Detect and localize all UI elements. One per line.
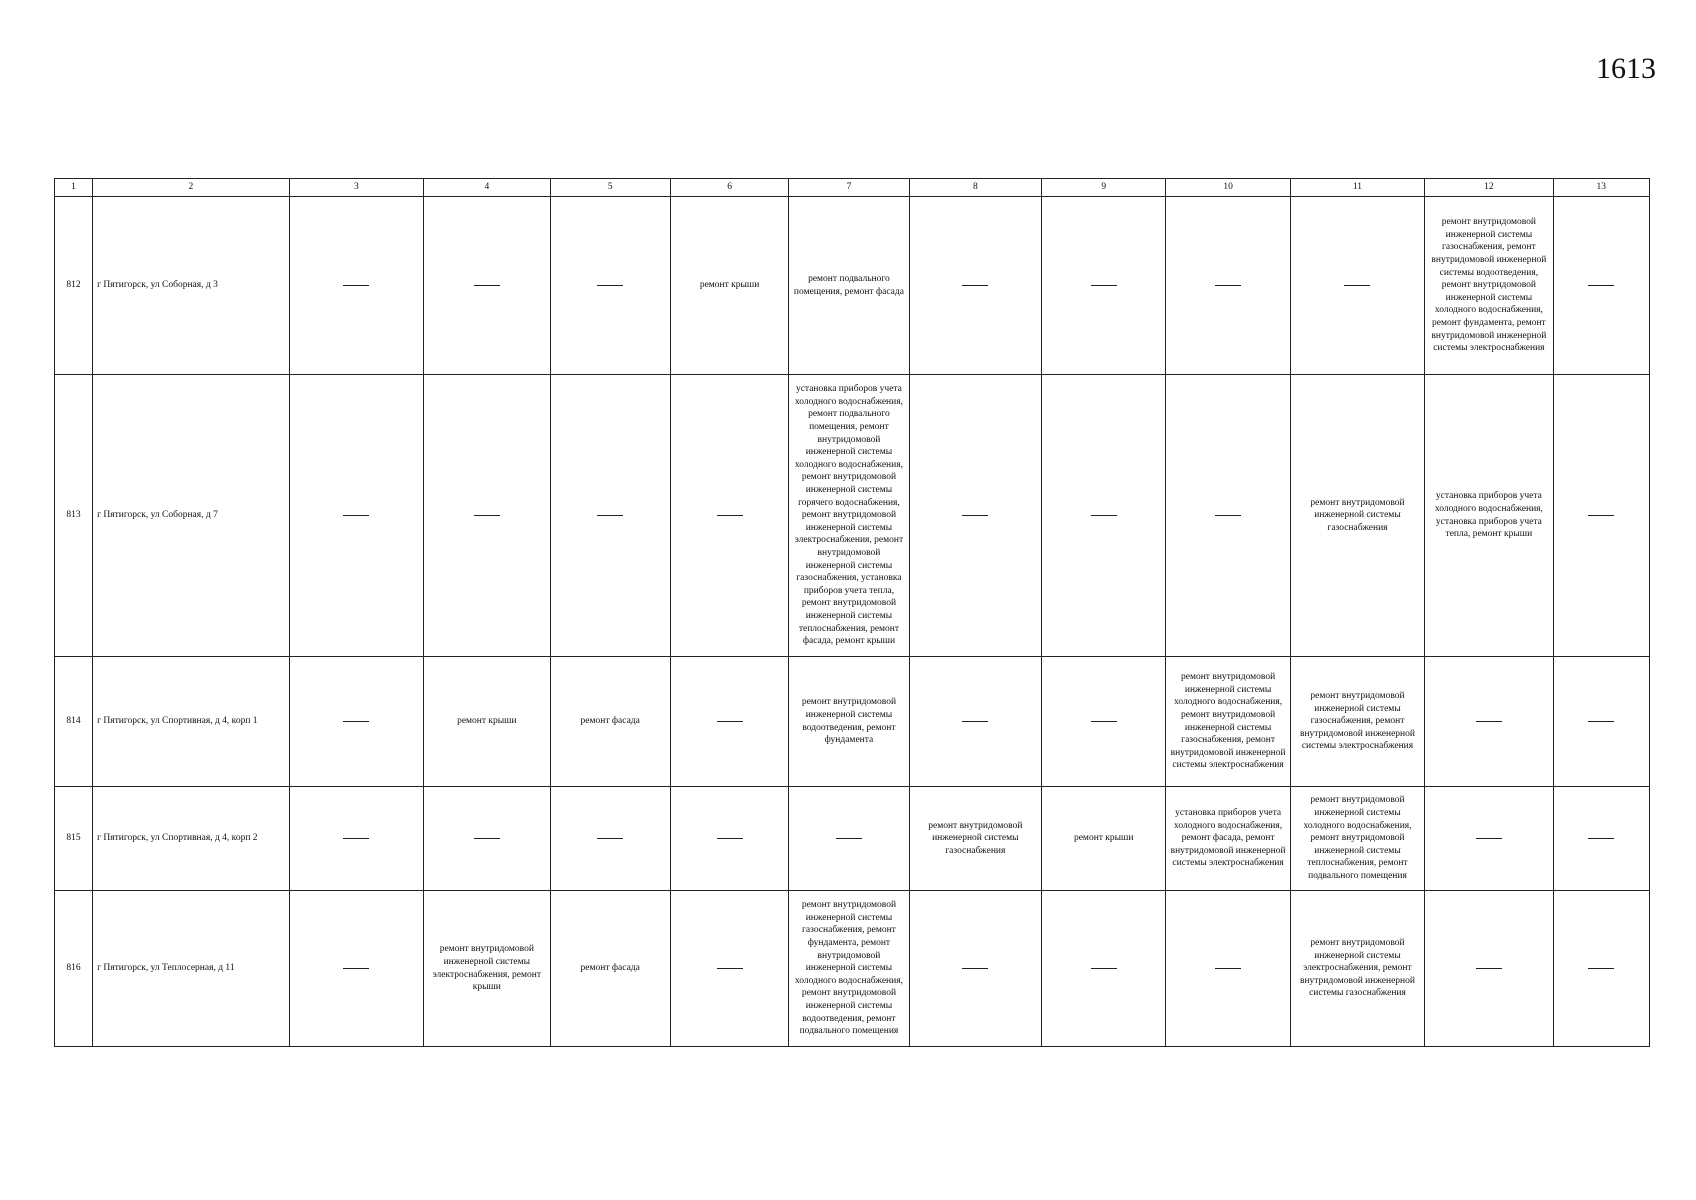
empty-cell [909, 657, 1041, 787]
dash-mark [1476, 838, 1502, 839]
dash-mark [1588, 285, 1614, 286]
repair-schedule-table [54, 178, 1650, 1047]
empty-cell [670, 657, 788, 787]
empty-cell [1425, 657, 1553, 787]
dash-mark [343, 721, 369, 722]
work-cell: ремонт внутридомовой инженерной системы холодного водоснабжения, ремонт внутридомовой инженерной системы газоснабжения, ремонт внутридомовой инженерной системы электроснабжения [1166, 657, 1290, 787]
address-cell: г Пятигорск, ул Соборная, д 7 [93, 375, 290, 657]
work-cell: установка приборов учета холодного водоснабжения, ремонт фасада, ремонт внутридомовой инженерной системы электроснабжения [1166, 787, 1290, 891]
column-header: 10 [1166, 179, 1290, 197]
column-header: 7 [789, 179, 909, 197]
row-number: 814 [55, 657, 93, 787]
empty-cell [424, 787, 550, 891]
column-header: 13 [1553, 179, 1649, 197]
dash-mark [343, 515, 369, 516]
work-cell: ремонт внутридомовой инженерной системы электроснабжения, ремонт крыши [424, 891, 550, 1047]
dash-mark [1344, 285, 1370, 286]
dash-mark [1091, 515, 1117, 516]
work-cell: ремонт внутридомовой инженерной системы электроснабжения, ремонт внутридомовой инженерной системы газоснабжения [1290, 891, 1424, 1047]
dash-mark [597, 515, 623, 516]
empty-cell [1042, 657, 1166, 787]
empty-cell [909, 197, 1041, 375]
dash-mark [717, 838, 743, 839]
column-header: 5 [550, 179, 670, 197]
empty-cell [1553, 375, 1649, 657]
dash-mark [343, 838, 369, 839]
dash-mark [962, 515, 988, 516]
work-cell: ремонт внутридомовой инженерной системы газоснабжения [1290, 375, 1424, 657]
dash-mark [962, 721, 988, 722]
row-number: 816 [55, 891, 93, 1047]
column-header: 8 [909, 179, 1041, 197]
empty-cell [1166, 891, 1290, 1047]
column-header: 3 [289, 179, 423, 197]
table-row [55, 375, 1650, 657]
table-row [55, 787, 1650, 891]
row-number: 812 [55, 197, 93, 375]
empty-cell [1553, 891, 1649, 1047]
empty-cell [670, 375, 788, 657]
empty-cell [1425, 891, 1553, 1047]
empty-cell [1166, 197, 1290, 375]
work-cell: установка приборов учета холодного водоснабжения, установка приборов учета тепла, ремонт крыши [1425, 375, 1553, 657]
empty-cell [289, 657, 423, 787]
page-number: 1613 [1596, 52, 1656, 85]
dash-mark [1588, 515, 1614, 516]
work-cell: ремонт внутридомовой инженерной системы газоснабжения [909, 787, 1041, 891]
dash-mark [1215, 968, 1241, 969]
column-header: 12 [1425, 179, 1553, 197]
empty-cell [1553, 197, 1649, 375]
dash-mark [1588, 968, 1614, 969]
empty-cell [789, 787, 909, 891]
dash-mark [1476, 968, 1502, 969]
dash-mark [717, 721, 743, 722]
dash-mark [1476, 721, 1502, 722]
dash-mark [1091, 968, 1117, 969]
work-cell: ремонт фасада [550, 891, 670, 1047]
dash-mark [1588, 838, 1614, 839]
dash-mark [962, 285, 988, 286]
empty-cell [1290, 197, 1424, 375]
dash-mark [836, 838, 862, 839]
empty-cell [670, 891, 788, 1047]
dash-mark [474, 515, 500, 516]
dash-mark [1215, 515, 1241, 516]
dash-mark [1215, 285, 1241, 286]
table-row [55, 197, 1650, 375]
empty-cell [289, 787, 423, 891]
work-cell: ремонт внутридомовой инженерной системы водоотведения, ремонт фундамента [789, 657, 909, 787]
dash-mark [1588, 721, 1614, 722]
empty-cell [1042, 375, 1166, 657]
work-cell: ремонт внутридомовой инженерной системы холодного водоснабжения, ремонт внутридомовой инженерной системы теплоснабжения, ремонт подвального помещения [1290, 787, 1424, 891]
table-row [55, 657, 1650, 787]
address-cell: г Пятигорск, ул Спортивная, д 4, корп 1 [93, 657, 290, 787]
empty-cell [1166, 375, 1290, 657]
work-cell: ремонт фасада [550, 657, 670, 787]
empty-cell [550, 787, 670, 891]
column-header: 9 [1042, 179, 1166, 197]
column-header: 11 [1290, 179, 1424, 197]
empty-cell [1042, 891, 1166, 1047]
table-row [55, 891, 1650, 1047]
dash-mark [474, 838, 500, 839]
header-row [55, 179, 1650, 197]
work-cell: ремонт внутридомовой инженерной системы газоснабжения, ремонт внутридомовой инженерной системы водоотведения, ремонт внутридомовой инженерной системы холодного водоснабжения, ремонт фундамента, ремонт внутридомовой инженерной системы электроснабжения [1425, 197, 1553, 375]
empty-cell [289, 891, 423, 1047]
work-cell: ремонт подвального помещения, ремонт фасада [789, 197, 909, 375]
work-cell: ремонт крыши [424, 657, 550, 787]
dash-mark [597, 838, 623, 839]
dash-mark [717, 968, 743, 969]
empty-cell [289, 375, 423, 657]
empty-cell [909, 891, 1041, 1047]
column-header: 2 [93, 179, 290, 197]
dash-mark [597, 285, 623, 286]
work-cell: ремонт крыши [1042, 787, 1166, 891]
row-number: 813 [55, 375, 93, 657]
dash-mark [1091, 285, 1117, 286]
empty-cell [1553, 657, 1649, 787]
dash-mark [343, 285, 369, 286]
empty-cell [670, 787, 788, 891]
dash-mark [474, 285, 500, 286]
dash-mark [1091, 721, 1117, 722]
empty-cell [909, 375, 1041, 657]
empty-cell [1042, 197, 1166, 375]
work-cell: ремонт внутридомовой инженерной системы газоснабжения, ремонт внутридомовой инженерной системы электроснабжения [1290, 657, 1424, 787]
empty-cell [550, 197, 670, 375]
empty-cell [424, 375, 550, 657]
work-cell: ремонт крыши [670, 197, 788, 375]
address-cell: г Пятигорск, ул Соборная, д 3 [93, 197, 290, 375]
work-cell: установка приборов учета холодного водоснабжения, ремонт подвального помещения, ремонт внутридомовой инженерной системы холодного водоснабжения, ремонт внутридомовой инженерной системы горячего водоснабжения, ремонт внутридомовой инженерной системы электроснабжения, ремонт внутридомовой инженерной системы газоснабжения, установка приборов учета тепла, ремонт внутридомовой инженерной системы теплоснабжения, ремонт фасада, ремонт крыши [789, 375, 909, 657]
empty-cell [1425, 787, 1553, 891]
column-header: 4 [424, 179, 550, 197]
address-cell: г Пятигорск, ул Спортивная, д 4, корп 2 [93, 787, 290, 891]
column-header: 1 [55, 179, 93, 197]
empty-cell [289, 197, 423, 375]
dash-mark [962, 968, 988, 969]
dash-mark [343, 968, 369, 969]
empty-cell [424, 197, 550, 375]
row-number: 815 [55, 787, 93, 891]
dash-mark [717, 515, 743, 516]
empty-cell [550, 375, 670, 657]
address-cell: г Пятигорск, ул Теплосерная, д 11 [93, 891, 290, 1047]
column-header: 6 [670, 179, 788, 197]
empty-cell [1553, 787, 1649, 891]
work-cell: ремонт внутридомовой инженерной системы газоснабжения, ремонт фундамента, ремонт внутридомовой инженерной системы холодного водоснабжения, ремонт внутридомовой инженерной системы водоотведения, ремонт подвального помещения [789, 891, 909, 1047]
